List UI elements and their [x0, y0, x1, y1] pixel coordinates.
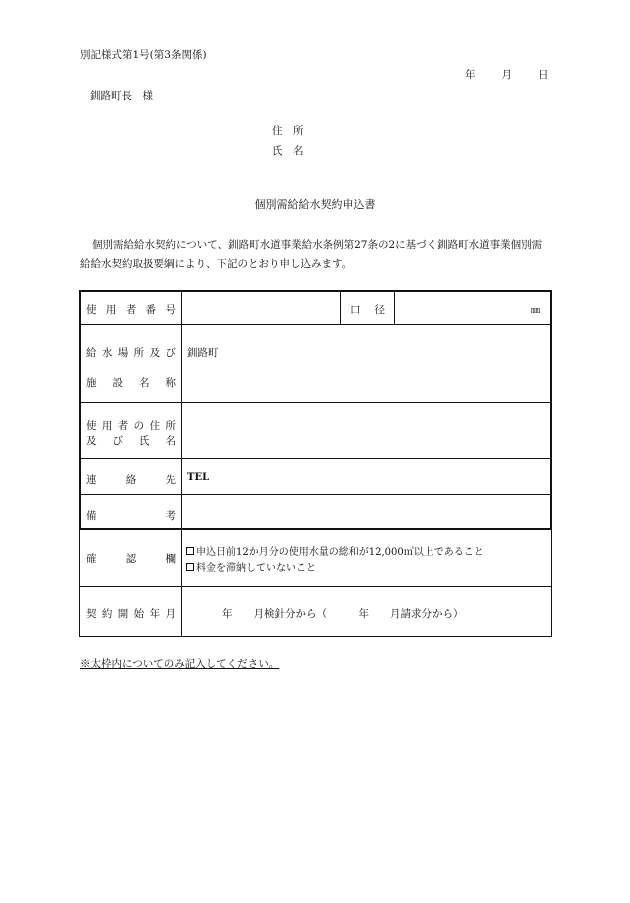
contract-start-label: 契 約 開 始 年 月: [86, 608, 176, 620]
diameter-unit: ㎜: [531, 306, 541, 316]
confirmation-item-usage[interactable]: 申込日前12か月分の使用水量の総和が12,000㎥以上であること: [186, 543, 484, 558]
applicant-address-label: 住 所: [272, 125, 304, 137]
remarks-label: 備 考: [86, 510, 176, 522]
supply-location-value[interactable]: 釧路町: [187, 347, 219, 359]
remarks-field[interactable]: [184, 498, 548, 526]
user-name-label: 及 び 氏 名: [86, 435, 176, 447]
diameter-label: 口 径: [350, 304, 385, 316]
contract-start-value[interactable]: 年 月検針分から（ 年 月請求分から）: [222, 608, 464, 620]
user-number-label: 使 用 者 番 号: [86, 304, 176, 316]
row-divider: [79, 402, 552, 403]
applicant-name-label: 氏 名: [272, 145, 304, 157]
user-address-field[interactable]: [184, 406, 548, 456]
date-line: [465, 70, 549, 81]
column-divider: [340, 290, 341, 324]
row-divider: [79, 458, 552, 459]
contact-value[interactable]: TEL: [187, 472, 210, 483]
date-month: 月: [501, 69, 512, 81]
supply-location-label: 給 水 場 所 及 び: [86, 347, 176, 359]
row-divider: [79, 324, 552, 325]
user-number-field[interactable]: [184, 294, 338, 322]
column-divider: [181, 290, 182, 637]
footnote: ※太枠内についてのみ記入してください。: [80, 658, 280, 670]
form-number: 別記様式第1号(第3条関係): [80, 49, 207, 61]
checkbox-icon[interactable]: [186, 547, 194, 555]
addressee: 釧路町長 様: [90, 90, 153, 102]
user-address-label: 使 用 者 の 住 所: [86, 420, 176, 432]
facility-name-label: 施 設 名 称: [86, 377, 176, 389]
row-divider: [79, 494, 552, 495]
contact-label: 連 絡 先: [86, 474, 176, 486]
column-divider: [394, 290, 395, 324]
confirmation-label: 確 認 欄: [86, 553, 176, 565]
date-day: 日: [538, 69, 549, 81]
date-year: 年: [465, 69, 476, 81]
checkbox-icon[interactable]: [186, 563, 194, 571]
intro-text: 個別需給給水契約について、釧路町水道事業給水条例第27条の2に基づく釧路町水道事業個別需給給水契約取扱要綱により、下記のとおり申し込みます。: [80, 239, 543, 270]
diameter-field[interactable]: [397, 294, 547, 322]
row-divider: [79, 586, 552, 587]
document-title: 個別需給給水契約申込書: [254, 198, 376, 211]
confirmation-item-payment[interactable]: 料金を滞納していないこと: [186, 559, 316, 574]
